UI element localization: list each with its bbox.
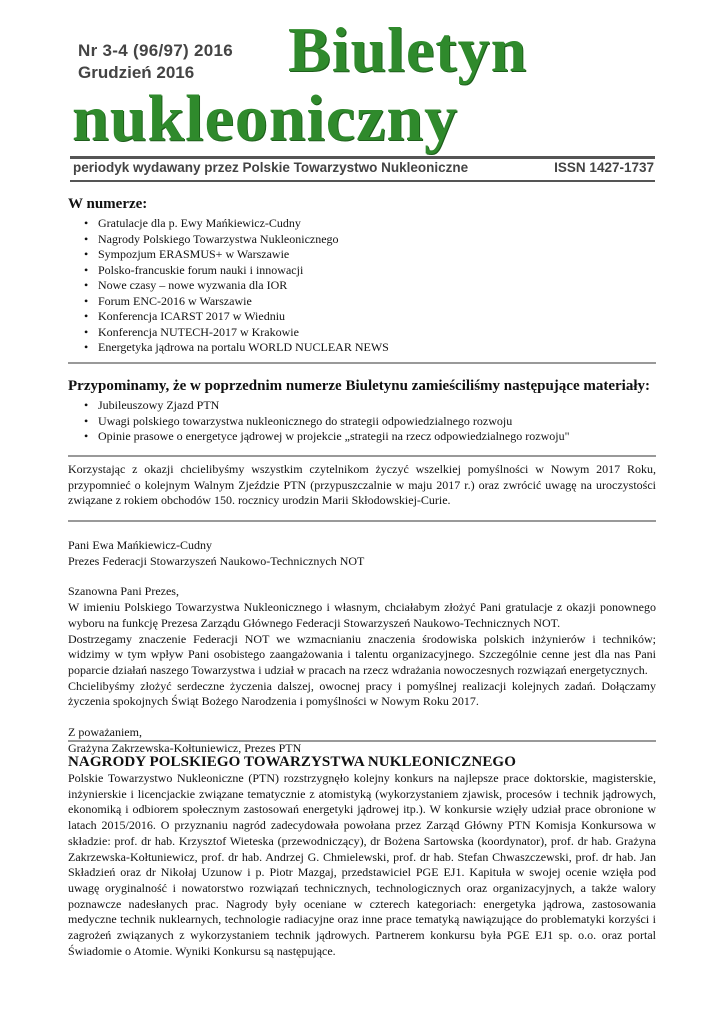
toc-item[interactable]: • Nowe czasy – nowe wyzwania dla IOR (98, 278, 656, 294)
issue-number: Nr 3-4 (96/97) 2016 (78, 41, 234, 60)
issn: ISSN 1427-1737 (554, 160, 654, 175)
letter-paragraph: W imieniu Polskiego Towarzystwa Nukleonicznego i własnym, chciałabym złożyć Pani gratulacje z okazji ponownego wyboru na funkcję Prezesa Zarządu Głównego Federacji Stowarzyszeń Naukowo-Technicznych NOT. (68, 600, 656, 630)
article-section (68, 754, 656, 959)
toc-section (68, 196, 656, 356)
reminder-section (68, 378, 656, 445)
letter-closing: Z poważaniem, (68, 725, 142, 740)
divider (68, 520, 656, 522)
toc-item[interactable]: • Forum ENC-2016 w Warszawie (98, 294, 656, 310)
toc-item[interactable]: • Konferencja NUTECH-2017 w Krakowie (98, 325, 656, 341)
letter-addressee-name: Pani Ewa Mańkiewicz-Cudny (68, 538, 212, 552)
divider (68, 740, 656, 742)
journal-title-line1: Biuletyn (288, 14, 528, 85)
letter-addressee-role: Prezes Federacji Stowarzyszeń Naukowo-Technicznych NOT (68, 553, 365, 568)
article-body: Polskie Towarzystwo Nukleoniczne (PTN) rozstrzygnęło kolejny konkurs na najlepsze prace doktorskie, magisterskie, inżynierskie i licencjackie związane tematycznie z atomistyką (wykorzystaniem zjawisk, procesów i technik jądrowych, ekonomiką i odbiorem społecznym zastosowań energetyki jądrowej itp.). W konkursie wzięły udział prace obronione w latach 2015/2016. O przyznaniu nagród zadecydowała powołana przez Zarząd Główny PTN Komisja Konkursowa w składzie: prof. dr hab. Krzysztof Wieteska (przewodniczący), dr Bożena Sartowska (koordynator), prof. dr hab. Grażyna Zakrzewska-Kołtuniewicz, prof. dr hab. Andrzej G. Chmielewski, prof. dr hab. Stefan Chwaszczewski, prof. dr hab. Jan Składzień oraz dr Nikołaj Uzunow i p. Piotr Mazgaj, przedstawiciel PGE EJ1. Kapituła w swojej ocenie wzięła pod uwagę oryginalność i nowatorstwo rozwiązań technicznych, technologicznych oraz organizacyjnych, a także walory poznawcze nadesłanych prac. Nagrody były oceniane w czterech kategoriach: energetyka jądrowa, zastosowania medyczne technik nuklearnych, technologie radiacyjne oraz inne prace tematyką nawiązujące do problematyki korzyści i zagrożeń związanych z wykorzystaniem technik jądrowych. Partnerem konkursu była PGE EJ1 sp. o.o. oraz portal Świadomie o Atomie. Wyniki Konkursu są następujące. (68, 771, 656, 958)
toc-heading: W numerze: (68, 196, 148, 212)
letter-paragraph: Chcielibyśmy złożyć serdeczne życzenia dalszej, owocnej pracy i pomyślnej realizacji kolejnych zadań. Dołączamy życzenia spokojnych Świąt Bożego Narodzenia i pomyślności w Nowym Roku 2017. (68, 678, 656, 709)
journal-tagline: periodyk wydawany przez Polskie Towarzystwo Nukleoniczne (73, 160, 469, 175)
toc-list (68, 216, 656, 356)
reminder-item: • Opinie prasowe o energetyce jądrowej w projekcie „strategii na rzecz odpowiedzialnego rozwoju" (98, 429, 656, 445)
divider (68, 455, 656, 457)
divider (68, 362, 656, 364)
letter-section (68, 538, 656, 756)
toc-item[interactable]: • Konferencja ICARST 2017 w Wiedniu (98, 309, 656, 325)
toc-item[interactable]: • Gratulacje dla p. Ewy Mańkiewicz-Cudny (98, 216, 656, 232)
letter-paragraph: Dostrzegamy znaczenie Federacji NOT we wzmacnianiu znaczenia środowiska polskich inżynierów i techników; widzimy w tym wpływ Pani osobistego zaangażowania i talentu organizacyjnego. Szczególnie cenne jest dla nas Pani poparcie działań naszego Towarzystwa i udział w pracach na rzecz wdrażania nowoczesnych rozwiązań energetycznych. (68, 631, 656, 677)
letter-signature: Grażyna Zakrzewska-Kołtuniewicz, Prezes PTN (68, 740, 302, 755)
reminder-heading: Przypominamy, że w poprzednim numerze Biuletynu zamieściliśmy następujące materiały: (68, 378, 650, 394)
reminder-list (68, 398, 656, 445)
toc-item[interactable]: • Nagrody Polskiego Towarzystwa Nukleonicznego (98, 232, 656, 248)
toc-item[interactable]: • Sympozjum ERASMUS+ w Warszawie (98, 247, 656, 263)
toc-item[interactable]: • Energetyka jądrowa na portalu WORLD NUCLEAR NEWS (98, 340, 656, 356)
reminder-item: • Uwagi polskiego towarzystwa nukleonicznego do strategii odpowiedzialnego rozwoju (98, 414, 656, 430)
journal-title-line2: nukleoniczny (72, 82, 459, 155)
greeting-text: Korzystając z okazji chcielibyśmy wszystkim czytelnikom życzyć wszelkiej pomyślności w Nowym 2017 Roku, przypomnieć o kolejnym Walnym Zjeździe PTN (przypuszczalnie w maju 2017 r.) oraz zwrócić uwagę na uroczystości związane z rokiem obchodów 150. rocznicy urodzin Marii Skłodowskiej-Curie. (68, 462, 656, 508)
greeting-section (68, 462, 656, 509)
issue-date: Grudzień 2016 (78, 63, 195, 82)
reminder-item: • Jubileuszowy Zjazd PTN (98, 398, 656, 414)
letter-salutation: Szanowna Pani Prezes, (68, 584, 179, 599)
article-heading: NAGRODY POLSKIEGO TOWARZYSTWA NUKLEONICZNEGO (68, 754, 516, 770)
toc-item[interactable]: • Polsko-francuskie forum nauki i innowacji (98, 263, 656, 279)
